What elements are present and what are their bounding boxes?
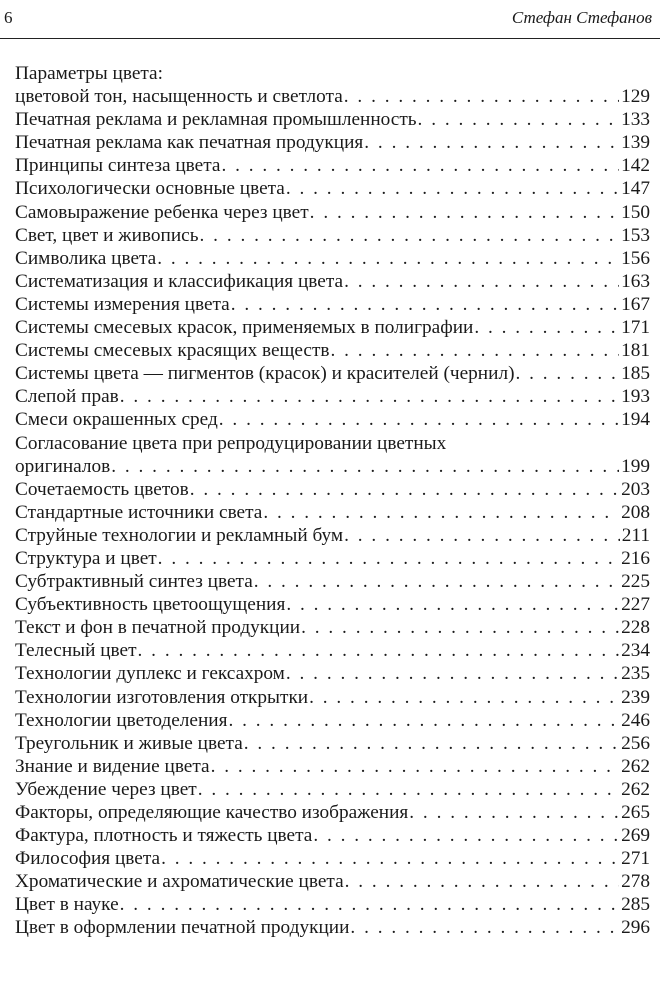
dot-leader (228, 709, 620, 732)
dot-leader (343, 524, 620, 547)
dot-leader (343, 85, 619, 108)
dot-leader (262, 501, 619, 524)
toc-entry-page: 139 (621, 132, 650, 154)
toc-entry-title: Системы смесевых красящих веществ (15, 340, 330, 362)
toc-entry-title: Печатная реклама как печатная продукция (15, 132, 364, 154)
toc-entry (15, 824, 650, 847)
toc-entry (15, 408, 650, 431)
dot-leader (408, 801, 619, 824)
dot-leader (312, 824, 619, 847)
toc-entry-page: 211 (621, 524, 650, 546)
toc-entry (15, 501, 650, 524)
toc-entry-page: 142 (621, 155, 650, 177)
toc-entry (15, 732, 650, 755)
toc-entry (15, 131, 650, 154)
toc-entry (15, 85, 650, 108)
toc-entry-page: 147 (621, 178, 650, 200)
dot-leader (363, 131, 619, 154)
toc-entry (15, 62, 650, 85)
toc-entry-page: 225 (621, 571, 650, 593)
dot-leader (230, 293, 619, 316)
toc-entry-page: 285 (621, 894, 650, 916)
toc-entry (15, 570, 650, 593)
toc-entry-page: 208 (621, 501, 650, 523)
dot-leader (157, 547, 619, 570)
toc-entry-title: Систематизация и классификация цвета (15, 270, 344, 292)
toc-entry-page: 239 (621, 686, 650, 708)
dot-leader (300, 616, 619, 639)
toc-entry (15, 847, 650, 870)
dot-leader (119, 893, 619, 916)
toc-entry (15, 778, 650, 801)
toc-entry-title: Сочетаемость цветов (15, 478, 189, 500)
running-header (0, 0, 660, 39)
toc-entry (15, 870, 650, 893)
toc-entry (15, 662, 650, 685)
toc-entry-title: Философия цвета (15, 848, 161, 870)
toc-entry-page: 246 (621, 709, 650, 731)
dot-leader (110, 455, 619, 478)
dot-leader (160, 847, 619, 870)
toc-entry (15, 455, 650, 478)
toc-entry-page: 194 (621, 409, 650, 431)
toc-entry (15, 478, 650, 501)
toc-entry-title: Принципы синтеза цвета (15, 155, 221, 177)
toc-entry-title: Смеси окрашенных сред (15, 409, 218, 431)
toc-entry (15, 755, 650, 778)
toc-entry-title: Убеждение через цвет (15, 778, 197, 800)
dot-leader (156, 247, 619, 270)
toc-entry (15, 293, 650, 316)
toc-entry-page: 228 (621, 617, 650, 639)
toc-entry-page: 203 (621, 478, 650, 500)
toc-entry-title: Свет, цвет и живопись (15, 224, 199, 246)
table-of-contents (15, 62, 650, 940)
toc-entry (15, 893, 650, 916)
toc-entry-page: 199 (621, 455, 650, 477)
toc-entry (15, 639, 650, 662)
dot-leader (220, 154, 619, 177)
toc-entry-title: Системы смесевых красок, применяемых в полиграфии (15, 317, 474, 339)
toc-entry-page: 185 (621, 363, 650, 385)
toc-entry-title: Слепой прав (15, 386, 119, 408)
dot-leader (344, 870, 619, 893)
toc-entry (15, 916, 650, 939)
toc-entry-title: цветовой тон, насыщенность и светлота (15, 86, 343, 108)
toc-entry-title: Психологически основные цвета (15, 178, 285, 200)
toc-entry (15, 362, 650, 385)
toc-entry-page: 156 (621, 247, 650, 269)
toc-entry (15, 801, 650, 824)
toc-entry (15, 616, 650, 639)
toc-entry-title: Технологии цветоделения (15, 709, 228, 731)
toc-entry-title: Струйные технологии и рекламный бум (15, 524, 344, 546)
toc-entry-title: Фактура, плотность и тяжесть цвета (15, 825, 313, 847)
dot-leader (343, 270, 619, 293)
toc-entry-page: 129 (621, 86, 650, 108)
toc-entry-title: оригиналов (15, 455, 111, 477)
toc-entry-page: 193 (621, 386, 650, 408)
toc-entry-page: 181 (621, 340, 650, 362)
toc-entry-title: Субтрактивный синтез цвета (15, 571, 253, 593)
toc-entry-page: 269 (621, 825, 650, 847)
dot-leader (119, 385, 619, 408)
toc-entry-page: 167 (621, 293, 650, 315)
toc-entry-title: Технологии изготовления открытки (15, 686, 309, 708)
toc-entry (15, 154, 650, 177)
dot-leader (285, 662, 619, 685)
toc-entry-title: Системы измерения цвета (15, 293, 230, 315)
toc-entry-page: 234 (621, 640, 650, 662)
toc-entry-page: 163 (621, 270, 650, 292)
toc-entry-title: Самовыражение ребенка через цвет (15, 201, 309, 223)
toc-entry-page: 235 (621, 663, 650, 685)
toc-entry-title: Структура и цвет (15, 547, 157, 569)
dot-leader (197, 778, 619, 801)
toc-entry (15, 547, 650, 570)
dot-leader (218, 408, 619, 431)
dot-leader (330, 339, 620, 362)
toc-entry-page: 278 (621, 871, 650, 893)
toc-entry-page: 227 (621, 594, 650, 616)
toc-entry (15, 201, 650, 224)
toc-entry (15, 270, 650, 293)
dot-leader (253, 570, 619, 593)
toc-entry-title: Стандартные источники света (15, 501, 263, 523)
dot-leader (473, 316, 619, 339)
toc-entry-page: 262 (621, 755, 650, 777)
dot-leader (285, 177, 619, 200)
running-title: Стефан Стефанов (511, 8, 652, 27)
dot-leader (308, 686, 619, 709)
dot-leader (309, 201, 619, 224)
toc-entry (15, 432, 650, 455)
dot-leader (243, 732, 619, 755)
toc-entry (15, 108, 650, 131)
toc-entry-title: Цвет в оформлении печатной продукции (15, 917, 350, 939)
toc-entry-title: Знание и видение цвета (15, 755, 210, 777)
toc-entry (15, 247, 650, 270)
toc-entry-title: Телесный цвет (15, 640, 137, 662)
toc-entry-title: Цвет в науке (15, 894, 119, 916)
toc-entry (15, 339, 650, 362)
toc-entry-title: Символика цвета (15, 247, 157, 269)
toc-entry (15, 177, 650, 200)
page-number: 6 (4, 8, 13, 27)
dot-leader (515, 362, 620, 385)
toc-entry (15, 686, 650, 709)
toc-entry-page: 265 (621, 802, 650, 823)
toc-entry (15, 316, 650, 339)
toc-entry-title: Факторы, определяющие качество изображения (15, 802, 409, 823)
toc-entry-page: 256 (621, 732, 650, 754)
toc-entry-page: 150 (621, 201, 650, 223)
dot-leader (210, 755, 619, 778)
toc-entry (15, 593, 650, 616)
toc-entry-page: 262 (621, 778, 650, 800)
toc-entry-page: 153 (621, 224, 650, 246)
dot-leader (285, 593, 619, 616)
dot-leader (137, 639, 620, 662)
toc-entry-title: Субъективность цветоощущения (15, 594, 286, 616)
dot-leader (417, 108, 620, 131)
toc-entry-page: 171 (621, 317, 650, 339)
toc-entry (15, 709, 650, 732)
toc-entry-title: Технологии дуплекс и гексахром (15, 663, 285, 685)
toc-entry-page: 271 (621, 848, 650, 870)
toc-entry-title: Согласование цвета при репродуцировании цветных (15, 432, 447, 454)
dot-leader (189, 478, 619, 501)
toc-entry-title: Хроматические и ахроматические цвета (15, 871, 344, 893)
toc-entry-page: 133 (621, 109, 650, 131)
toc-entry-title: Параметры цвета: (15, 63, 163, 84)
toc-entry-title: Треугольник и живые цвета (15, 732, 243, 754)
toc-entry-page: 296 (621, 917, 650, 939)
toc-entry (15, 385, 650, 408)
toc-entry-title: Системы цвета — пигментов (красок) и красителей (чернил) (15, 363, 515, 385)
toc-entry (15, 524, 650, 547)
toc-entry-title: Текст и фон в печатной продукции (15, 617, 301, 639)
dot-leader (199, 224, 620, 247)
toc-entry-page: 216 (621, 547, 650, 569)
toc-entry (15, 224, 650, 247)
dot-leader (349, 916, 619, 939)
toc-entry-title: Печатная реклама и рекламная промышленность (15, 109, 417, 131)
